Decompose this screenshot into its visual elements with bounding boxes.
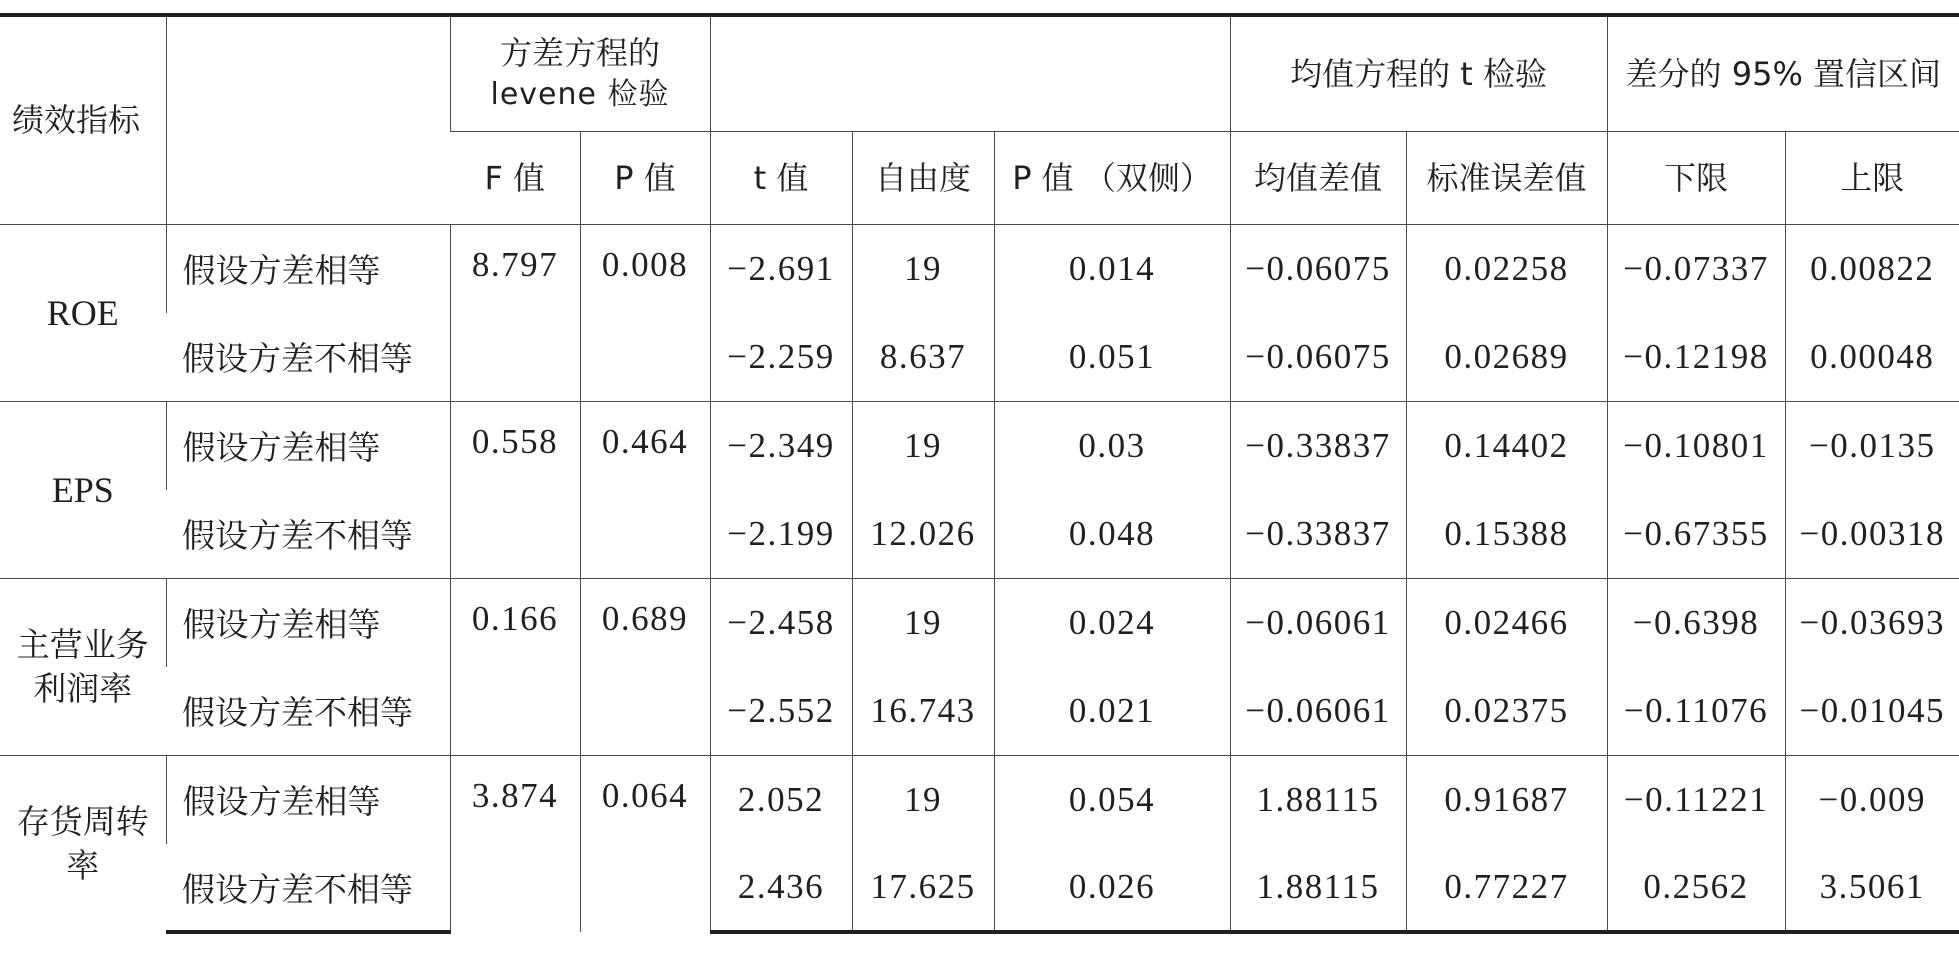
table-row: [0, 578, 1959, 667]
p-two-sided-value: 0.051: [994, 313, 1230, 401]
p-value: 0.464: [580, 401, 710, 578]
mean-diff-value: −0.06075: [1230, 313, 1406, 401]
df-value: 19: [852, 401, 994, 490]
mean-diff-value: −0.06061: [1230, 667, 1406, 755]
df-value: 19: [852, 578, 994, 667]
table-row: [0, 755, 1959, 844]
df-value: 19: [852, 755, 994, 844]
f-value: 3.874: [450, 755, 580, 932]
std-error-value: 0.02258: [1406, 224, 1607, 313]
table-row: [0, 224, 1959, 313]
table-row: [0, 490, 1959, 578]
header-std-error: 标准误差值: [1406, 131, 1607, 224]
header-levene-group: [450, 15, 710, 131]
df-value: 19: [852, 224, 994, 313]
table-row: [0, 401, 1959, 490]
t-value: −2.458: [710, 578, 852, 667]
t-value: −2.552: [710, 667, 852, 755]
lower-value: −0.67355: [1607, 490, 1785, 578]
f-value: 0.558: [450, 401, 580, 578]
lower-value: −0.07337: [1607, 224, 1785, 313]
upper-value: 3.5061: [1785, 844, 1959, 932]
hypothesis-label: 假设方差不相等: [182, 693, 413, 733]
t-value: −2.259: [710, 313, 852, 401]
header-row-group: [0, 15, 1959, 131]
p-two-sided-value: 0.026: [994, 844, 1230, 932]
p-two-sided-value: 0.021: [994, 667, 1230, 755]
lower-value: −0.6398: [1607, 578, 1785, 667]
mean-diff-value: −0.06061: [1230, 578, 1406, 667]
std-error-value: 0.02689: [1406, 313, 1607, 401]
hypothesis-label: 假设方差不相等: [166, 844, 450, 932]
upper-value: −0.03693: [1785, 578, 1959, 667]
df-value: 12.026: [852, 490, 994, 578]
metric-label: EPS: [0, 401, 166, 578]
results-table-container: [0, 13, 1959, 934]
table-row: [0, 844, 1959, 932]
header-metric: 绩效指标: [0, 15, 166, 224]
upper-value: 0.00048: [1785, 313, 1959, 401]
std-error-value: 0.91687: [1406, 755, 1607, 844]
p-two-sided-value: 0.03: [994, 401, 1230, 490]
header-lower: 下限: [1607, 131, 1785, 224]
upper-value: −0.00318: [1785, 490, 1959, 578]
mean-diff-value: 1.88115: [1230, 844, 1406, 932]
header-p-value: P 值: [580, 131, 710, 224]
table-row: [0, 313, 1959, 401]
df-value: 16.743: [852, 667, 994, 755]
df-value: 17.625: [852, 844, 994, 932]
p-value: 0.689: [580, 578, 710, 755]
table-row: [0, 667, 1959, 755]
hypothesis-label: 假设方差相等: [166, 401, 450, 490]
std-error-value: 0.02375: [1406, 667, 1607, 755]
hypothesis-label: 假设方差相等: [166, 755, 450, 844]
metric-label: 主营业务 利润率: [0, 578, 166, 755]
lower-value: −0.10801: [1607, 401, 1785, 490]
lower-value: 0.2562: [1607, 844, 1785, 932]
hypothesis-label: 假设方差不相等: [182, 516, 413, 556]
p-two-sided-value: 0.048: [994, 490, 1230, 578]
header-f-value: F 值: [450, 131, 580, 224]
t-value: −2.199: [710, 490, 852, 578]
f-value: 8.797: [450, 224, 580, 401]
lower-value: −0.11076: [1607, 667, 1785, 755]
mean-diff-value: −0.33837: [1230, 401, 1406, 490]
df-value: 8.637: [852, 313, 994, 401]
hypothesis-label: 假设方差相等: [166, 578, 450, 667]
mean-diff-value: −0.06075: [1230, 224, 1406, 313]
header-levene-line2: levene 检验: [490, 76, 670, 112]
header-ci-group: 差分的 95% 置信区间: [1607, 15, 1959, 131]
p-two-sided-value: 0.024: [994, 578, 1230, 667]
header-df: 自由度: [852, 131, 994, 224]
p-value: 0.008: [580, 224, 710, 401]
upper-value: −0.0135: [1785, 401, 1959, 490]
metric-label: 存货周转 率: [0, 755, 166, 932]
header-t-value: t 值: [710, 131, 852, 224]
upper-value: 0.00822: [1785, 224, 1959, 313]
lower-value: −0.12198: [1607, 313, 1785, 401]
hypothesis-label: 假设方差不相等: [182, 339, 413, 379]
metric-label: ROE: [0, 224, 166, 401]
p-two-sided-value: 0.014: [994, 224, 1230, 313]
f-value: 0.166: [450, 578, 580, 755]
t-value: 2.436: [710, 844, 852, 932]
header-p-two-sided: P 值 （双侧）: [994, 131, 1230, 224]
header-mean-diff: 均值差值: [1230, 131, 1406, 224]
mean-diff-value: 1.88115: [1230, 755, 1406, 844]
p-two-sided-value: 0.054: [994, 755, 1230, 844]
t-value: −2.349: [710, 401, 852, 490]
upper-value: −0.009: [1785, 755, 1959, 844]
t-test-results-table: [0, 13, 1959, 934]
std-error-value: 0.77227: [1406, 844, 1607, 932]
std-error-value: 0.02466: [1406, 578, 1607, 667]
hypothesis-label: 假设方差相等: [166, 224, 450, 313]
t-value: −2.691: [710, 224, 852, 313]
p-value: 0.064: [580, 755, 710, 932]
header-upper: 上限: [1785, 131, 1959, 224]
header-blank-group: [710, 15, 1230, 131]
header-ttest-group: 均值方程的 t 检验: [1230, 15, 1607, 131]
header-levene-line1: 方差方程的: [500, 33, 661, 72]
lower-value: −0.11221: [1607, 755, 1785, 844]
std-error-value: 0.15388: [1406, 490, 1607, 578]
std-error-value: 0.14402: [1406, 401, 1607, 490]
t-value: 2.052: [710, 755, 852, 844]
header-hypothesis-blank: [166, 15, 450, 224]
upper-value: −0.01045: [1785, 667, 1959, 755]
mean-diff-value: −0.33837: [1230, 490, 1406, 578]
